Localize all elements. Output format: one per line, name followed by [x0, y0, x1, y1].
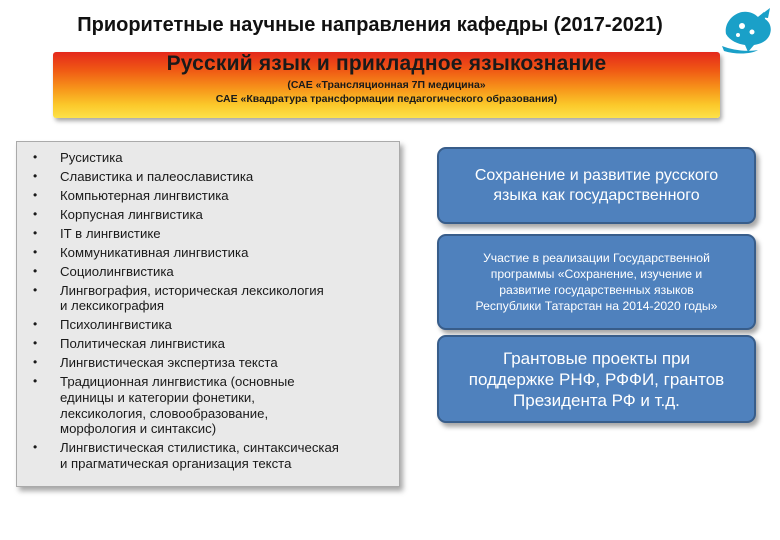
- bullet-icon: •: [33, 150, 38, 164]
- bullet-icon: •: [33, 225, 38, 240]
- list-item-text: IT в лингвистике: [60, 225, 161, 241]
- leopard-logo-icon: [718, 4, 776, 56]
- list-item: [17, 374, 399, 436]
- callout-russian-language-preservation: [437, 147, 756, 224]
- list-item: [17, 169, 399, 185]
- list-item: [17, 317, 399, 333]
- list-item: [17, 336, 399, 352]
- banner-heading: Русский язык и прикладное языкознание: [166, 52, 607, 75]
- list-item-text: Коммуникативная лингвистика: [60, 244, 249, 260]
- bullet-icon: •: [33, 187, 38, 202]
- list-item-text: Лингвистическая стилистика, синтаксическая и прагматическая организация текста: [60, 440, 339, 471]
- list-item: [17, 188, 399, 204]
- research-directions-list: [17, 150, 399, 475]
- list-item-text: Политическая лингвистика: [60, 336, 225, 352]
- bullet-icon: •: [33, 206, 38, 221]
- list-item-text: Психолингвистика: [60, 317, 172, 333]
- slide-title: Приоритетные научные направления кафедры (2017-2021): [77, 14, 663, 36]
- list-item-text: Славистика и палеославистика: [60, 168, 254, 184]
- callout-text-1: Сохранение и развитие русского языка как государственного: [474, 166, 719, 204]
- list-item: [17, 283, 399, 314]
- list-item-text: Русистика: [60, 150, 123, 165]
- list-item: [17, 440, 399, 471]
- list-item-text: Лингвография, историческая лексикология и лексикография: [60, 282, 324, 314]
- list-item: [17, 355, 399, 371]
- list-item: [17, 264, 399, 280]
- list-item: [17, 150, 399, 166]
- topic-banner: [53, 52, 720, 118]
- bullet-icon: •: [33, 282, 38, 297]
- list-item-text: Традиционная лингвистика (основные единицы и категории фонетики, лексикология, словообразование, морфология и синтаксис): [60, 374, 295, 437]
- list-item: [17, 207, 399, 223]
- bullet-icon: •: [33, 336, 38, 351]
- bullet-icon: •: [33, 440, 38, 455]
- list-item-text: Компьютерная лингвистика: [60, 187, 229, 203]
- bullet-icon: •: [33, 168, 38, 183]
- callout-text-2: Участие в реализации Государственной программы «Сохранение, изучение и развитие государственных языков Республики Татарстан на 2014-2020 годы»: [475, 251, 718, 313]
- list-item-text: Корпусная лингвистика: [60, 206, 203, 222]
- callout-grant-projects: [437, 335, 756, 423]
- list-item-text: Лингвистическая экспертиза текста: [60, 355, 278, 371]
- bullet-icon: •: [33, 244, 38, 259]
- list-item: [17, 226, 399, 242]
- bullet-icon: •: [33, 374, 38, 389]
- banner-subtitle-1: (САЕ «Трансляционная 7П медицина»: [287, 79, 486, 91]
- bullet-icon: •: [33, 263, 38, 278]
- bullet-icon: •: [33, 317, 38, 332]
- callout-state-program: [437, 234, 756, 330]
- list-item-text: Социолингвистика: [60, 263, 174, 279]
- callout-text-3: Грантовые проекты при поддержке РНФ, РФФИ, грантов Президента РФ и т.д.: [468, 348, 725, 410]
- list-item: [17, 245, 399, 261]
- banner-subtitle-2: САЕ «Квадратура трансформации педагогического образования): [215, 93, 558, 105]
- bullet-icon: •: [33, 355, 38, 370]
- research-directions-box: [16, 141, 400, 487]
